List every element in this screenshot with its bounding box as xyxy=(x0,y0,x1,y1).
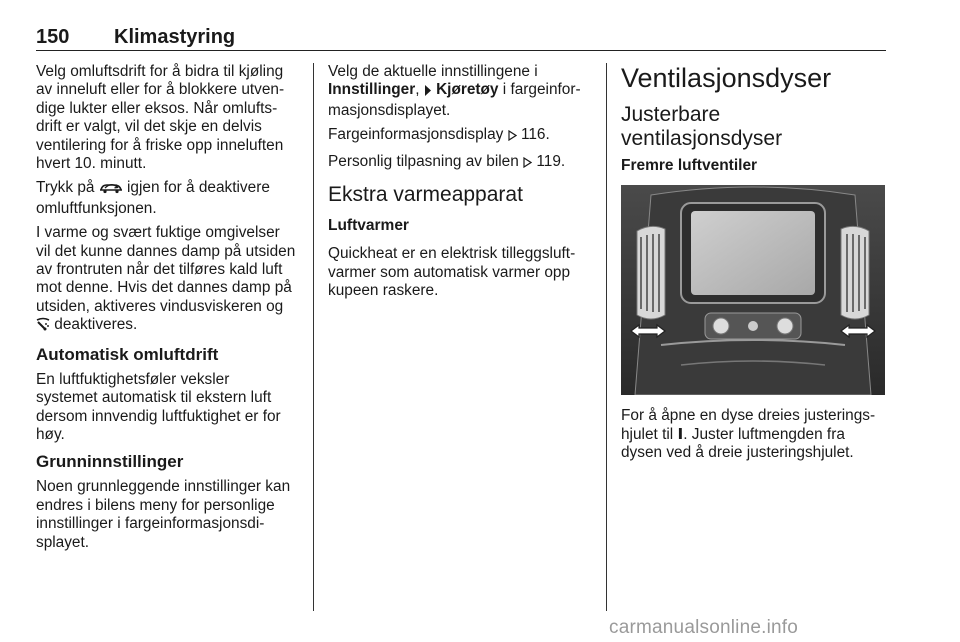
recirculation-car-icon xyxy=(99,181,123,199)
paragraph-select-settings: Velg de aktuelle innstillingene i Innstillinger, Kjøretøy i fargeinfor- masjonsdisplayet. xyxy=(328,63,581,119)
column-divider xyxy=(313,63,314,611)
reference-personalization: Personlig tilpasning av bilen 119. xyxy=(328,153,590,173)
paragraph-humidity-sensor: En luftfuktighetsføler veksler systemet automatisk til ekstern luft dersom innvendig luftfuktighet er for høy. xyxy=(36,370,281,443)
paragraph-press-recirc: Trykk på igjen for å deaktivere omluftfunksjonen. xyxy=(36,179,270,217)
heading-auto-recirculation: Automatisk omluftdrift xyxy=(36,344,219,364)
paragraph-basic-settings: Noen grunnleggende innstillinger kan endres i bilens meny for personlige innstillinger i fargeinformasjonsdi- splayet. xyxy=(36,478,291,551)
dashboard-vents-illustration xyxy=(621,185,885,395)
heading-front-vents: Fremre luftventiler xyxy=(621,157,758,174)
column-divider xyxy=(606,63,607,611)
watermark: carmanualsonline.info xyxy=(609,617,799,638)
menu-label-vehicle: Kjøretøy xyxy=(436,81,499,99)
column-left xyxy=(36,63,302,558)
page-reference-triangle-icon xyxy=(508,128,517,146)
chapter-title: Klimastyring xyxy=(114,26,236,48)
paragraph-quickheat: Quickheat er en elektrisk tilleggsluft- varmer som automatisk varmer opp kupeen raskere. xyxy=(328,245,576,300)
paragraph-humidity: I varme og svært fuktige omgivelser vil det kunne dannes damp på utsiden av frontruten når det tilføres kald luft mot denne. Hvis det dannes damp på utsiden, aktiveres vindusviskeren og deaktiveres. xyxy=(36,224,302,336)
column-middle xyxy=(328,63,590,307)
page-number: 150 xyxy=(36,26,70,48)
page-reference-triangle-icon xyxy=(523,155,532,173)
heading-adjustable-vents: Justerbare ventilasjonsdyser xyxy=(621,103,783,150)
page-header xyxy=(36,26,886,51)
heading-ventilation-vents: Ventilasjonsdyser xyxy=(621,63,832,93)
heading-air-heater: Luftvarmer xyxy=(328,217,409,235)
open-position-symbol: Ⅰ xyxy=(677,425,684,443)
windshield-wiper-icon xyxy=(36,317,50,336)
heading-extra-heater: Ekstra varmeapparat xyxy=(328,183,523,207)
paragraph-recirculation: Velg omluftsdrift for å bidra til kjøling av inneluft eller for å blokkere utven- dige lukter eller eksos. Når omlufts- drift er valgt, vil det skje en delvis ventilering for å friske opp inneluften hvert 10. minutt. xyxy=(36,63,285,173)
reference-color-display: Fargeinformasjonsdisplay 116. xyxy=(328,126,590,146)
heading-basic-settings: Grunninnstillinger xyxy=(36,452,184,472)
column-right xyxy=(621,63,889,469)
arrow-right-icon xyxy=(424,83,432,101)
menu-label-settings: Innstillinger xyxy=(328,81,416,99)
paragraph-open-vent: For å åpne en dyse dreies justerings- hjulet til Ⅰ. Juster luftmengden fra dysen ved å dreie justeringshjulet. xyxy=(621,407,876,462)
